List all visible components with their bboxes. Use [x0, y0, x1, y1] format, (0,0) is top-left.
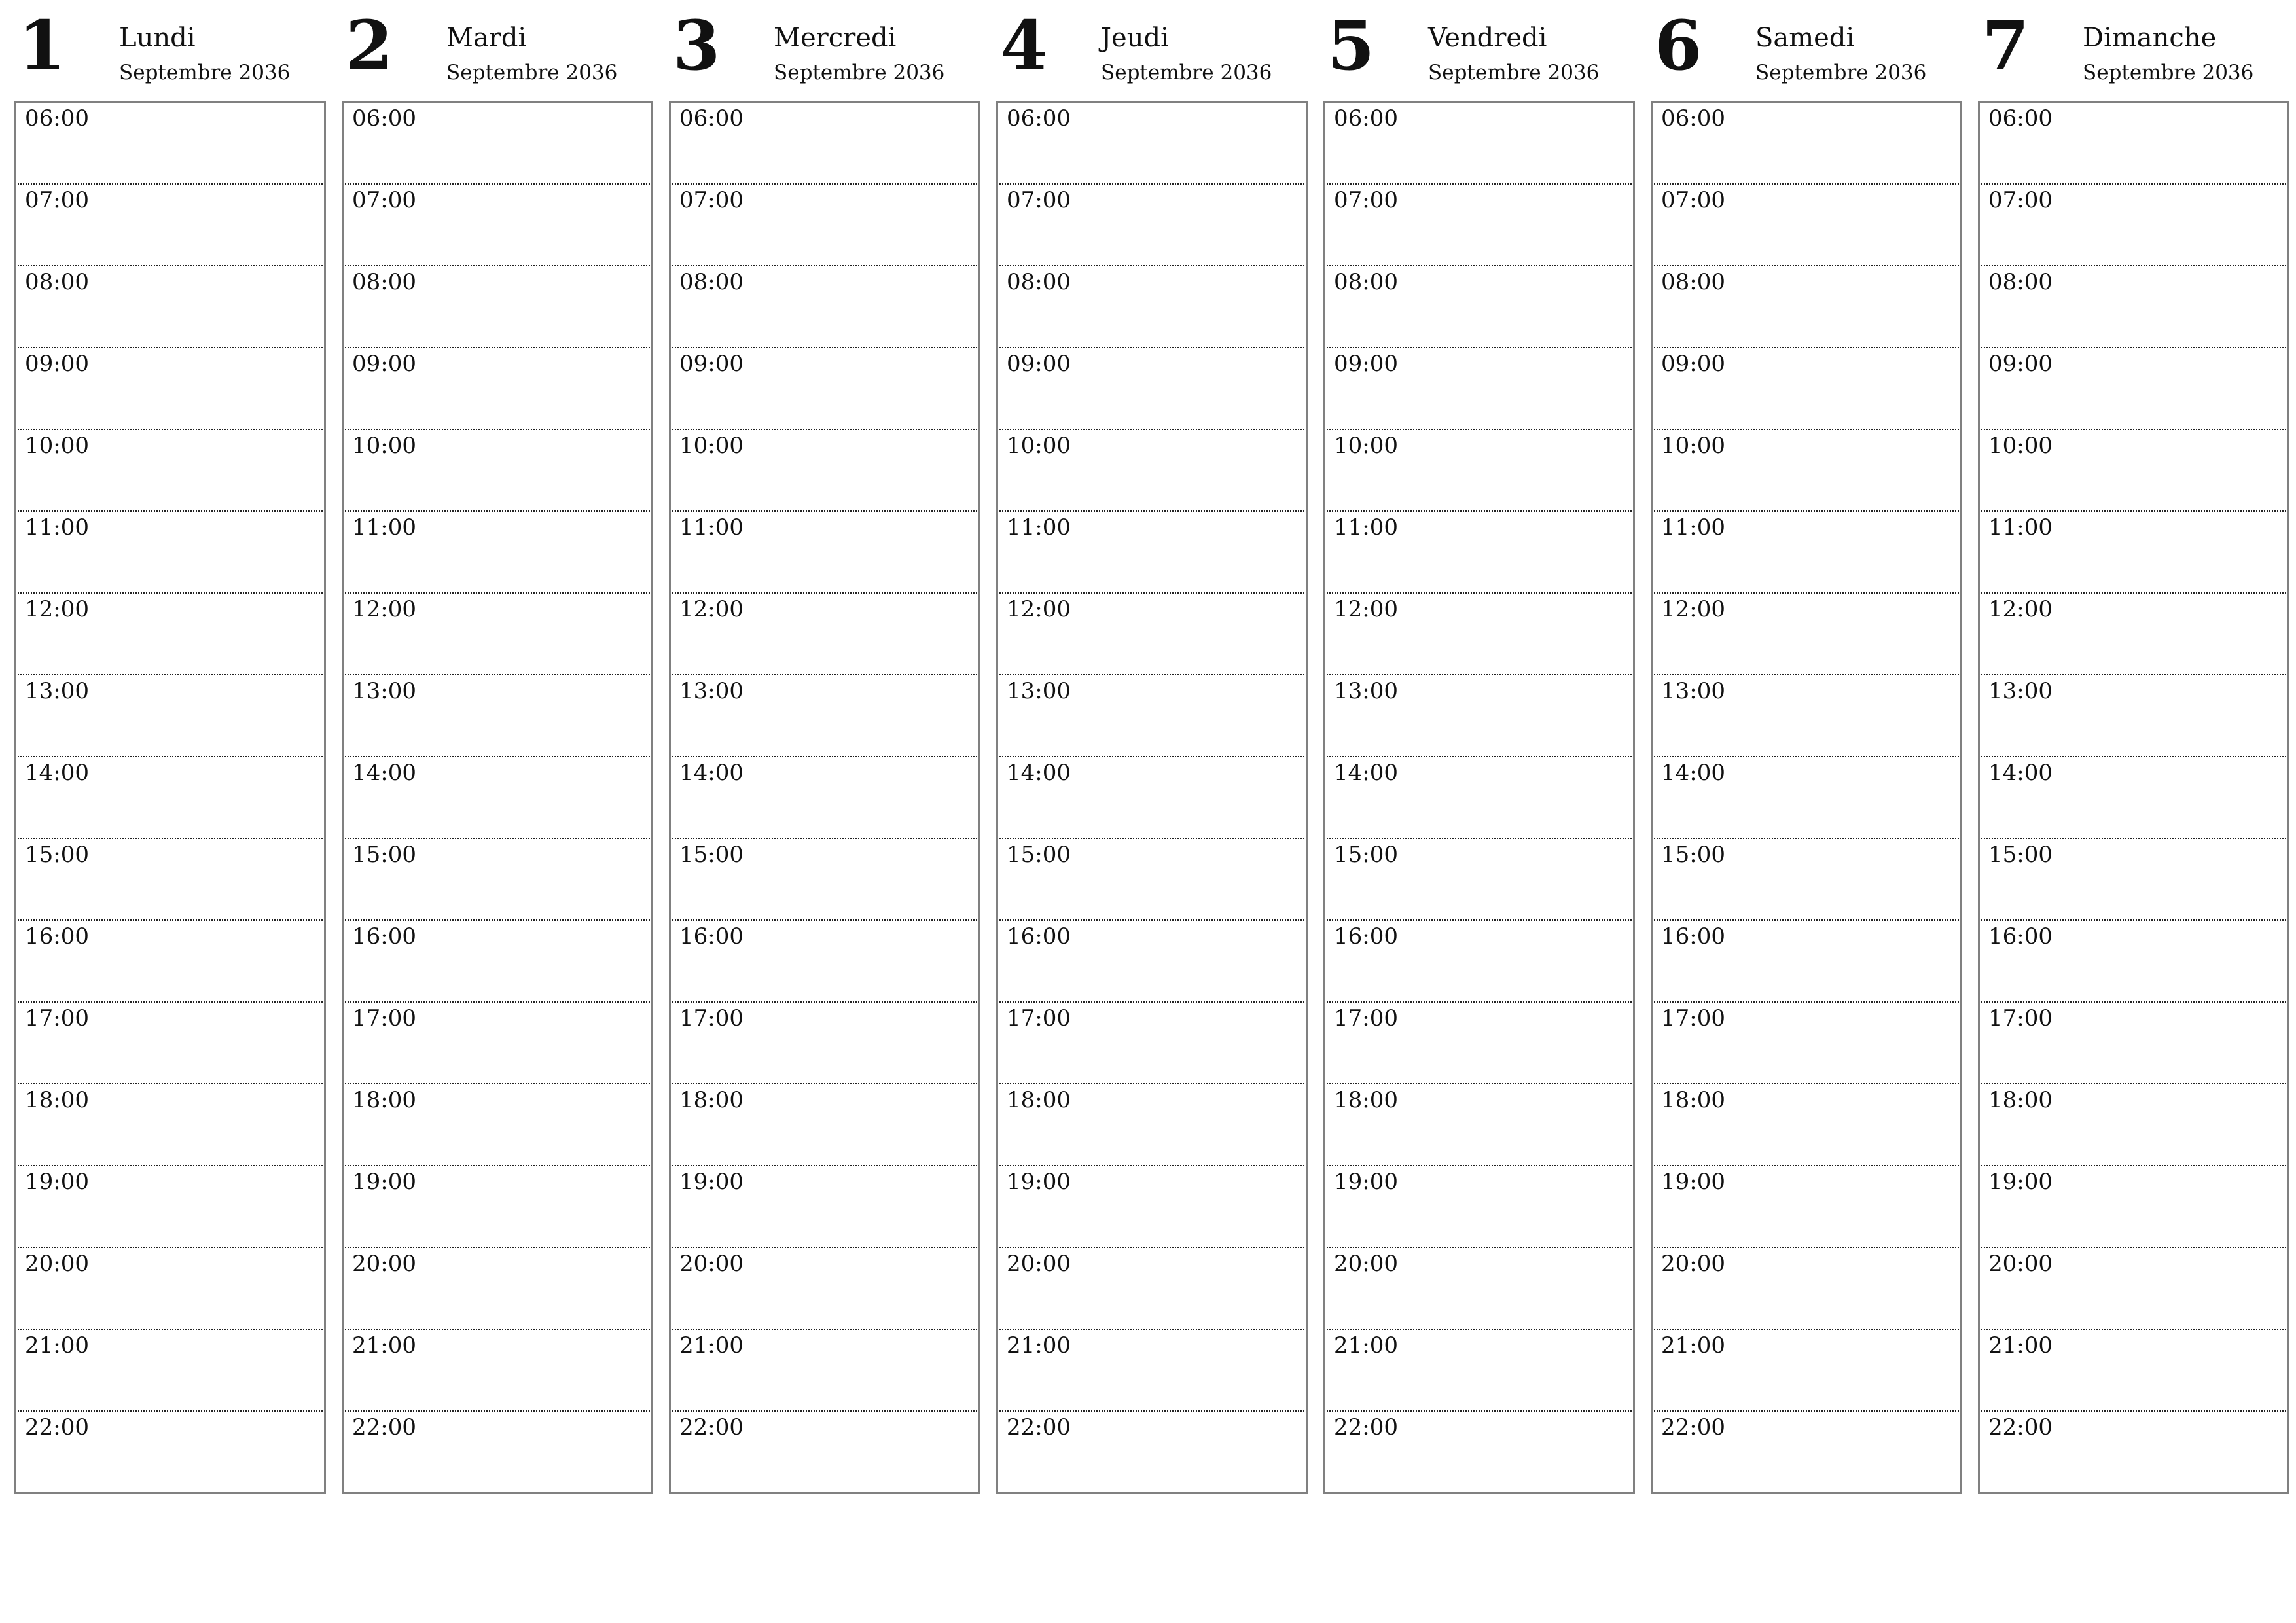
- day-name: Lundi: [119, 23, 196, 53]
- time-slot-label: 17:00: [352, 1005, 416, 1031]
- time-slot: [18, 675, 323, 757]
- time-slot-label: 20:00: [1007, 1251, 1071, 1277]
- time-slot-label: 12:00: [1007, 596, 1071, 622]
- time-slot: [999, 1248, 1304, 1330]
- time-slot-label: 17:00: [25, 1005, 89, 1031]
- time-slot: [18, 512, 323, 594]
- time-slot: [345, 839, 650, 921]
- time-slot-label: 11:00: [1007, 514, 1071, 541]
- time-slot: [18, 1330, 323, 1412]
- day-month-year: Septembre 2036: [1101, 61, 1272, 84]
- time-slot: [672, 1003, 977, 1084]
- day-month-year: Septembre 2036: [1428, 61, 1600, 84]
- time-slot-label: 19:00: [1334, 1169, 1398, 1195]
- time-slot: [345, 675, 650, 757]
- time-slot-label: 15:00: [1334, 842, 1398, 868]
- time-slot-label: 18:00: [679, 1087, 744, 1113]
- time-slot-label: 21:00: [352, 1332, 416, 1359]
- time-slot: [672, 1330, 977, 1412]
- time-slot: [672, 1084, 977, 1166]
- time-slot: [999, 103, 1304, 185]
- time-slot: [345, 594, 650, 675]
- time-slot-label: 10:00: [679, 433, 744, 459]
- time-slot: [1327, 348, 1632, 430]
- time-slot-label: 19:00: [25, 1169, 89, 1195]
- time-slot-label: 08:00: [1334, 269, 1398, 295]
- time-slot: [18, 348, 323, 430]
- day-month-year: Septembre 2036: [1755, 61, 1927, 84]
- time-slot: [1654, 1166, 1959, 1248]
- time-slot-label: 18:00: [352, 1087, 416, 1113]
- time-slot-label: 22:00: [679, 1414, 744, 1440]
- time-slot: [672, 185, 977, 266]
- day-name: Mardi: [446, 23, 527, 53]
- time-slot-label: 09:00: [25, 351, 89, 377]
- time-slot-label: 07:00: [1007, 187, 1071, 213]
- time-slot: [999, 348, 1304, 430]
- time-slot: [18, 1084, 323, 1166]
- time-slot-label: 10:00: [352, 433, 416, 459]
- time-slot: [1981, 1412, 2286, 1493]
- time-slot: [1981, 1003, 2286, 1084]
- time-slot: [999, 1003, 1304, 1084]
- day-number: 6: [1655, 5, 1702, 86]
- time-slot-label: 16:00: [1007, 923, 1071, 950]
- time-slot: [1654, 266, 1959, 348]
- time-slot: [999, 185, 1304, 266]
- time-slot: [1327, 430, 1632, 512]
- day-schedule-box: [1323, 101, 1635, 1494]
- time-slot: [999, 1412, 1304, 1493]
- day-name: Mercredi: [774, 23, 897, 53]
- day-column: [14, 5, 327, 1494]
- time-slot-label: 15:00: [1988, 842, 2053, 868]
- time-slot: [672, 1166, 977, 1248]
- time-slot: [345, 1248, 650, 1330]
- time-slot: [18, 594, 323, 675]
- time-slot-label: 22:00: [1661, 1414, 1725, 1440]
- time-slot: [1327, 512, 1632, 594]
- time-slot: [672, 430, 977, 512]
- time-slot-label: 17:00: [1988, 1005, 2053, 1031]
- time-slot-label: 08:00: [25, 269, 89, 295]
- time-slot-label: 08:00: [1007, 269, 1071, 295]
- time-slot: [1327, 1330, 1632, 1412]
- time-slot: [672, 512, 977, 594]
- time-slot: [1327, 839, 1632, 921]
- time-slot: [18, 921, 323, 1003]
- day-column: [342, 5, 655, 1494]
- time-slot: [345, 1412, 650, 1493]
- time-slot: [1327, 1248, 1632, 1330]
- day-schedule-box: [14, 101, 326, 1494]
- time-slot-label: 12:00: [1661, 596, 1725, 622]
- time-slot: [1654, 1084, 1959, 1166]
- time-slot-label: 15:00: [25, 842, 89, 868]
- time-slot: [1654, 1248, 1959, 1330]
- time-slot: [18, 757, 323, 839]
- time-slot-label: 09:00: [1661, 351, 1725, 377]
- time-slot-label: 06:00: [1007, 105, 1071, 132]
- day-month-year: Septembre 2036: [774, 61, 945, 84]
- time-slot: [999, 512, 1304, 594]
- time-slot-label: 09:00: [1007, 351, 1071, 377]
- time-slot-label: 21:00: [1334, 1332, 1398, 1359]
- time-slot: [345, 1084, 650, 1166]
- time-slot-label: 16:00: [1988, 923, 2053, 950]
- time-slot-label: 22:00: [1007, 1414, 1071, 1440]
- time-slot-label: 17:00: [1661, 1005, 1725, 1031]
- time-slot: [345, 1003, 650, 1084]
- day-name: Vendredi: [1428, 23, 1547, 53]
- day-header: [996, 5, 1309, 101]
- time-slot-label: 20:00: [25, 1251, 89, 1277]
- time-slot-label: 06:00: [352, 105, 416, 132]
- day-header: [1978, 5, 2291, 101]
- time-slot: [1981, 594, 2286, 675]
- time-slot-label: 10:00: [1661, 433, 1725, 459]
- time-slot-label: 14:00: [679, 760, 744, 786]
- time-slot-label: 14:00: [1988, 760, 2053, 786]
- day-column: [1978, 5, 2291, 1494]
- time-slot: [1654, 1330, 1959, 1412]
- day-number: 2: [346, 5, 393, 86]
- time-slot: [18, 430, 323, 512]
- time-slot-label: 19:00: [1988, 1169, 2053, 1195]
- time-slot-label: 13:00: [679, 678, 744, 704]
- time-slot: [1981, 921, 2286, 1003]
- time-slot-label: 12:00: [679, 596, 744, 622]
- time-slot: [1654, 921, 1959, 1003]
- time-slot-label: 11:00: [1334, 514, 1398, 541]
- time-slot-label: 15:00: [352, 842, 416, 868]
- time-slot-label: 20:00: [1661, 1251, 1725, 1277]
- time-slot-label: 08:00: [352, 269, 416, 295]
- time-slot-label: 14:00: [25, 760, 89, 786]
- time-slot-label: 15:00: [679, 842, 744, 868]
- time-slot: [999, 1166, 1304, 1248]
- time-slot-label: 21:00: [679, 1332, 744, 1359]
- time-slot-label: 14:00: [1007, 760, 1071, 786]
- time-slot-label: 07:00: [25, 187, 89, 213]
- time-slot-label: 17:00: [679, 1005, 744, 1031]
- time-slot: [345, 921, 650, 1003]
- day-month-year: Septembre 2036: [2083, 61, 2254, 84]
- time-slot-label: 10:00: [1988, 433, 2053, 459]
- time-slot-label: 19:00: [1007, 1169, 1071, 1195]
- time-slot: [672, 266, 977, 348]
- time-slot-label: 22:00: [352, 1414, 416, 1440]
- time-slot: [672, 1412, 977, 1493]
- time-slot-label: 16:00: [352, 923, 416, 950]
- day-name: Samedi: [1755, 23, 1855, 53]
- time-slot-label: 08:00: [1661, 269, 1725, 295]
- time-slot-label: 18:00: [1988, 1087, 2053, 1113]
- time-slot: [1981, 757, 2286, 839]
- time-slot-label: 06:00: [25, 105, 89, 132]
- time-slot-label: 06:00: [1661, 105, 1725, 132]
- time-slot-label: 21:00: [1661, 1332, 1725, 1359]
- day-number: 4: [1000, 5, 1048, 86]
- day-header: [342, 5, 655, 101]
- time-slot-label: 07:00: [679, 187, 744, 213]
- time-slot-label: 18:00: [25, 1087, 89, 1113]
- time-slot: [1654, 675, 1959, 757]
- day-number: 3: [673, 5, 721, 86]
- time-slot: [672, 921, 977, 1003]
- time-slot-label: 17:00: [1007, 1005, 1071, 1031]
- time-slot-label: 11:00: [679, 514, 744, 541]
- time-slot-label: 16:00: [1661, 923, 1725, 950]
- time-slot-label: 16:00: [25, 923, 89, 950]
- day-number: 5: [1327, 5, 1375, 86]
- time-slot-label: 13:00: [1007, 678, 1071, 704]
- time-slot-label: 17:00: [1334, 1005, 1398, 1031]
- time-slot: [1654, 757, 1959, 839]
- time-slot-label: 10:00: [1334, 433, 1398, 459]
- time-slot-label: 21:00: [1988, 1332, 2053, 1359]
- time-slot: [18, 185, 323, 266]
- time-slot-label: 10:00: [25, 433, 89, 459]
- time-slot: [1981, 430, 2286, 512]
- time-slot-label: 09:00: [352, 351, 416, 377]
- time-slot-label: 10:00: [1007, 433, 1071, 459]
- time-slot-label: 15:00: [1661, 842, 1725, 868]
- time-slot-label: 20:00: [352, 1251, 416, 1277]
- time-slot: [999, 921, 1304, 1003]
- time-slot-label: 12:00: [1334, 596, 1398, 622]
- time-slot-label: 06:00: [1988, 105, 2053, 132]
- day-number: 7: [1982, 5, 2030, 86]
- time-slot-label: 13:00: [1988, 678, 2053, 704]
- time-slot: [1327, 185, 1632, 266]
- time-slot: [1327, 757, 1632, 839]
- time-slot-label: 21:00: [1007, 1332, 1071, 1359]
- time-slot-label: 13:00: [1661, 678, 1725, 704]
- time-slot-label: 22:00: [25, 1414, 89, 1440]
- time-slot: [1654, 348, 1959, 430]
- time-slot: [1981, 675, 2286, 757]
- time-slot-label: 08:00: [1988, 269, 2053, 295]
- time-slot-label: 07:00: [1988, 187, 2053, 213]
- day-name: Jeudi: [1101, 23, 1169, 53]
- day-header: [14, 5, 327, 101]
- day-month-year: Septembre 2036: [446, 61, 618, 84]
- time-slot: [18, 1412, 323, 1493]
- time-slot: [672, 839, 977, 921]
- time-slot: [1654, 430, 1959, 512]
- time-slot-label: 19:00: [1661, 1169, 1725, 1195]
- time-slot-label: 19:00: [679, 1169, 744, 1195]
- time-slot: [1654, 512, 1959, 594]
- time-slot: [999, 430, 1304, 512]
- time-slot: [345, 185, 650, 266]
- time-slot-label: 11:00: [1661, 514, 1725, 541]
- time-slot-label: 09:00: [1988, 351, 2053, 377]
- days-row: [14, 5, 2291, 1494]
- day-name: Dimanche: [2083, 23, 2217, 53]
- time-slot-label: 13:00: [1334, 678, 1398, 704]
- day-header: [1651, 5, 1964, 101]
- time-slot-label: 09:00: [1334, 351, 1398, 377]
- time-slot: [672, 1248, 977, 1330]
- time-slot-label: 06:00: [679, 105, 744, 132]
- time-slot: [18, 1248, 323, 1330]
- time-slot-label: 19:00: [352, 1169, 416, 1195]
- time-slot-label: 14:00: [1334, 760, 1398, 786]
- time-slot: [1327, 1084, 1632, 1166]
- time-slot: [345, 1166, 650, 1248]
- time-slot: [1654, 594, 1959, 675]
- time-slot: [345, 430, 650, 512]
- day-header: [1323, 5, 1636, 101]
- day-column: [669, 5, 982, 1494]
- time-slot-label: 06:00: [1334, 105, 1398, 132]
- time-slot: [1981, 839, 2286, 921]
- time-slot: [1654, 839, 1959, 921]
- time-slot: [999, 839, 1304, 921]
- time-slot-label: 13:00: [25, 678, 89, 704]
- time-slot: [1981, 1330, 2286, 1412]
- time-slot: [1327, 594, 1632, 675]
- day-schedule-box: [1651, 101, 1962, 1494]
- time-slot-label: 20:00: [679, 1251, 744, 1277]
- day-schedule-box: [669, 101, 980, 1494]
- time-slot: [1654, 103, 1959, 185]
- time-slot: [672, 348, 977, 430]
- time-slot: [1981, 348, 2286, 430]
- time-slot: [1981, 512, 2286, 594]
- time-slot-label: 12:00: [25, 596, 89, 622]
- time-slot-label: 11:00: [1988, 514, 2053, 541]
- time-slot: [18, 103, 323, 185]
- time-slot: [1981, 185, 2286, 266]
- time-slot: [1327, 266, 1632, 348]
- time-slot-label: 18:00: [1007, 1087, 1071, 1113]
- time-slot: [672, 594, 977, 675]
- time-slot: [1327, 1166, 1632, 1248]
- time-slot-label: 11:00: [352, 514, 416, 541]
- time-slot: [345, 266, 650, 348]
- time-slot: [1327, 1003, 1632, 1084]
- day-month-year: Septembre 2036: [119, 61, 291, 84]
- time-slot-label: 15:00: [1007, 842, 1071, 868]
- day-schedule-box: [1978, 101, 2289, 1494]
- time-slot-label: 07:00: [1661, 187, 1725, 213]
- time-slot: [1981, 266, 2286, 348]
- time-slot-label: 16:00: [679, 923, 744, 950]
- time-slot-label: 20:00: [1334, 1251, 1398, 1277]
- day-schedule-box: [342, 101, 653, 1494]
- time-slot: [999, 1330, 1304, 1412]
- time-slot: [999, 675, 1304, 757]
- time-slot: [672, 103, 977, 185]
- time-slot: [18, 1166, 323, 1248]
- day-column: [996, 5, 1309, 1494]
- time-slot-label: 18:00: [1334, 1087, 1398, 1113]
- time-slot: [345, 103, 650, 185]
- time-slot: [1981, 103, 2286, 185]
- time-slot: [1327, 921, 1632, 1003]
- time-slot-label: 12:00: [1988, 596, 2053, 622]
- time-slot-label: 21:00: [25, 1332, 89, 1359]
- time-slot: [672, 757, 977, 839]
- time-slot-label: 07:00: [352, 187, 416, 213]
- time-slot: [672, 675, 977, 757]
- time-slot: [1981, 1248, 2286, 1330]
- time-slot-label: 09:00: [679, 351, 744, 377]
- time-slot-label: 11:00: [25, 514, 89, 541]
- time-slot-label: 20:00: [1988, 1251, 2053, 1277]
- day-header: [669, 5, 982, 101]
- time-slot: [345, 512, 650, 594]
- day-number: 1: [18, 5, 66, 86]
- time-slot-label: 12:00: [352, 596, 416, 622]
- time-slot: [1327, 1412, 1632, 1493]
- time-slot: [999, 1084, 1304, 1166]
- time-slot-label: 22:00: [1988, 1414, 2053, 1440]
- time-slot: [1654, 1003, 1959, 1084]
- time-slot-label: 22:00: [1334, 1414, 1398, 1440]
- time-slot: [345, 757, 650, 839]
- day-column: [1651, 5, 1964, 1494]
- time-slot: [18, 839, 323, 921]
- time-slot: [999, 594, 1304, 675]
- time-slot: [18, 1003, 323, 1084]
- time-slot: [1981, 1166, 2286, 1248]
- time-slot-label: 13:00: [352, 678, 416, 704]
- day-schedule-box: [996, 101, 1308, 1494]
- time-slot: [999, 266, 1304, 348]
- day-column: [1323, 5, 1636, 1494]
- time-slot: [999, 757, 1304, 839]
- time-slot: [18, 266, 323, 348]
- time-slot: [1654, 1412, 1959, 1493]
- time-slot: [345, 1330, 650, 1412]
- time-slot: [1327, 103, 1632, 185]
- time-slot-label: 18:00: [1661, 1087, 1725, 1113]
- time-slot-label: 14:00: [1661, 760, 1725, 786]
- time-slot: [1981, 1084, 2286, 1166]
- time-slot: [1327, 675, 1632, 757]
- time-slot: [345, 348, 650, 430]
- time-slot-label: 14:00: [352, 760, 416, 786]
- time-slot-label: 07:00: [1334, 187, 1398, 213]
- time-slot-label: 08:00: [679, 269, 744, 295]
- time-slot: [1654, 185, 1959, 266]
- time-slot-label: 16:00: [1334, 923, 1398, 950]
